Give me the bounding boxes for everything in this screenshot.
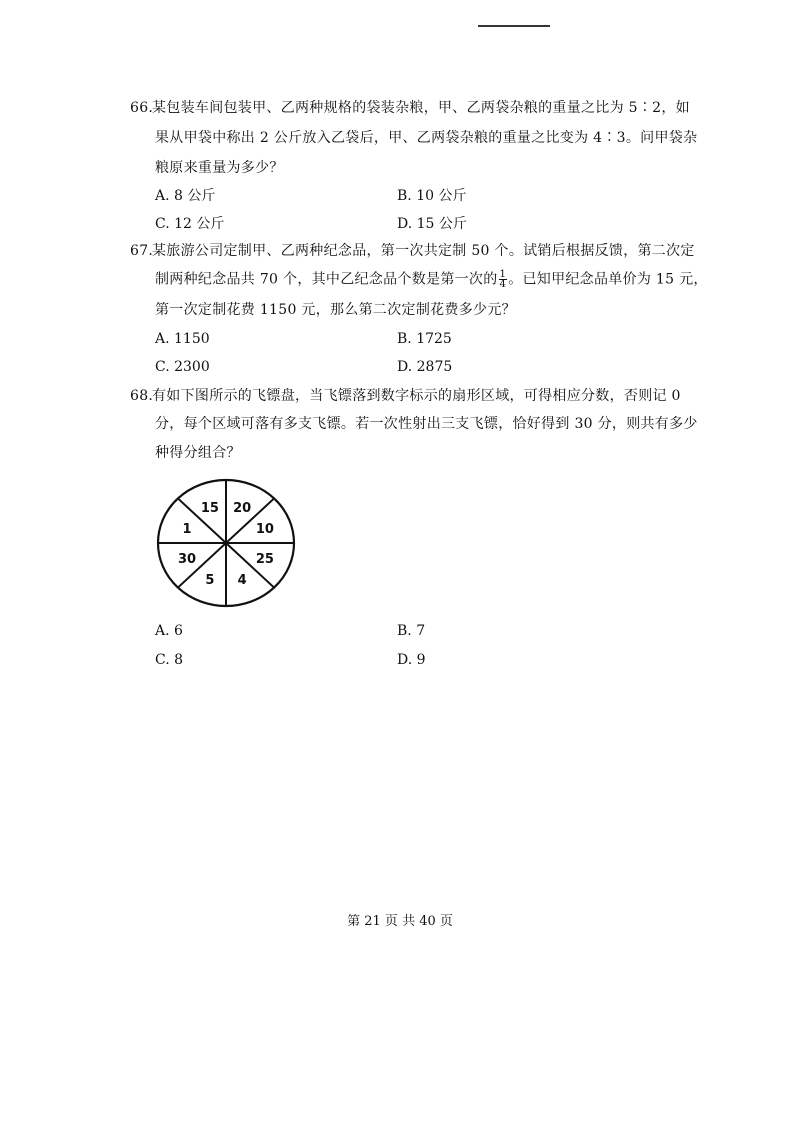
dartboard-sector-label: 25 <box>255 551 274 567</box>
fraction-one-quarter: $\frac{1}{4}$ <box>499 269 507 290</box>
q68-option-a: A. 6 <box>155 623 183 639</box>
q67-line-3: 第一次定制花费 1150 元，那么第二次定制花费多少元？ <box>155 302 516 318</box>
dartboard-sector-label: 10 <box>255 522 274 538</box>
q68-option-d: D. 9 <box>397 652 426 668</box>
q67-line-2: 制两种纪念品共 70 个，其中乙纪念品个数是第一次的 $\frac{1}{4}$ 。已知甲纪念品单价为 15 元， <box>155 269 708 290</box>
q66-line-2: 果从甲袋中称出 2 公斤放入乙袋后，甲、乙两袋杂粮的重量之比变为 4∶3。问甲袋杂 <box>155 130 698 146</box>
dartboard-diagram <box>155 477 297 609</box>
dartboard-center <box>225 542 228 545</box>
q68-line-2: 分，每个区域可落有多支飞镖。若一次性射出三支飞镖，恰好得到 30 分，则共有多少 <box>155 416 698 432</box>
q66-line-3: 粮原来重量为多少？ <box>155 160 284 176</box>
q68-line-3: 种得分组合？ <box>155 445 241 461</box>
q67-number: 67. <box>130 243 154 259</box>
q67-option-c: C. 2300 <box>155 359 210 375</box>
q66-line-1: 66.某包装车间包装甲、乙两种规格的袋装杂粮，甲、乙两袋杂粮的重量之比为 5∶2，如 <box>130 100 690 116</box>
q66-option-c: C. 12 公斤 <box>155 216 225 232</box>
q67-option-a: A. 1150 <box>155 331 210 347</box>
q67-option-d: D. 2875 <box>397 359 453 375</box>
q66-option-d: D. 15 公斤 <box>397 216 467 232</box>
dartboard-sector-label: 30 <box>178 551 197 567</box>
dartboard-sector-label: 20 <box>233 500 252 516</box>
q68-option-b: B. 7 <box>397 623 426 639</box>
dartboard-sector-label: 1 <box>182 522 192 538</box>
dartboard-sector-label: 15 <box>200 500 219 516</box>
q68-option-c: C. 8 <box>155 652 184 668</box>
page-footer: 第 21 页 共 40 页 <box>347 914 453 929</box>
q68-number: 68. <box>130 388 154 404</box>
dartboard-sector-label: 5 <box>205 573 215 589</box>
q66-option-b: B. 10 公斤 <box>397 188 467 204</box>
dartboard-sector-label: 4 <box>237 573 247 589</box>
q66-number: 66. <box>130 100 154 116</box>
q67-option-b: B. 1725 <box>397 331 452 347</box>
top-scan-mark <box>478 25 550 27</box>
q67-line-1: 67.某旅游公司定制甲、乙两种纪念品，第一次共定制 50 个。试销后根据反馈，第二次定 <box>130 243 695 259</box>
q66-option-a: A. 8 公斤 <box>155 188 216 204</box>
q68-line-1: 68.有如下图所示的飞镖盘，当飞镖落到数字标示的扇形区域，可得相应分数，否则记 0 <box>130 388 681 404</box>
